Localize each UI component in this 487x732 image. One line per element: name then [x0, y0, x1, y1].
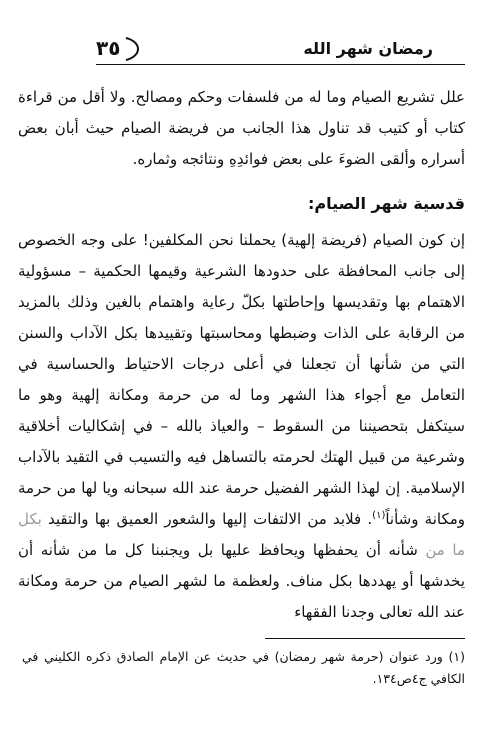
- section-heading: قدسية شهر الصيام:: [308, 194, 465, 213]
- footnote-1: (١) ورد عنوان (حرمة شهر رمضان) في حديث عن الإمام الصادق ذكره الكليني في الكافي ج٤ص١٣٤.: [22, 649, 465, 686]
- footnote-reference[interactable]: (١): [372, 510, 386, 521]
- intro-paragraph: [18, 82, 465, 175]
- page-number-bracket-icon: [122, 36, 148, 62]
- paragraph-text-3: شأنه أن يحفظها ويحافظ عليها بل ويجنبنا كل ما من شأنه أن يخدشها أو يهددها بكل مناف. ولعظمة ما لشهر الصيام من حرمة ومكانة عند الله تعالى وجدنا الفقهاء: [18, 541, 465, 621]
- footnote-rule: [265, 638, 465, 639]
- paragraph-text-1: إن كون الصيام (فريضة إلهية) يحملنا نحن المكلفين! على وجه الخصوص إلى جانب المحافظة على حدودها الشرعية وقيمها الحكمية – مسؤولية الاهتمام بها وتقديسها وإحاطتها بكلّ رعاية واهتمام بالغين وذلك بالمزيد من الرقابة على الذات وضبطها ومحاسبتها وتقييدها بكل الآداب والسنن التي من شأنها أن تجعلنا في أعلى درجات الاحتياط والحساسية في التعامل مع أجواء هذا الشهر وما له من حرمة ومكانة إلهية وهو ما سيتكفل بتحصيننا من السقوط – والعياذ بالله – في إشكاليات أخلاقية وشرعية من قبيل الهتك لحرمته بالتساهل فيه والتسيب في التقيد بالآداب الإسلامية. إن لهذا الشهر الفضيل حرمة عند الله سبحانه ويا لها من حرمة ومكانة وشأناً: [18, 231, 466, 528]
- section-paragraph: [18, 225, 465, 628]
- page-number: ٣٥: [96, 36, 121, 60]
- body-text: [18, 82, 465, 628]
- running-title: رمضان شهر الله: [303, 39, 433, 58]
- footnotes: [22, 646, 465, 690]
- intro-text: علل تشريع الصيام وما له من فلسفات وحكم ومصالح. ولا أقل من قراءة كتاب أو كتيب قد تناول هذا الجانب من فريضة الصيام حيث أبان بعض أسراره وألقى الضوءَ على بعض فوائدِهِ ونتائجه وثماره.: [18, 88, 465, 168]
- paragraph-text-2: . فلابد من الالتفات إليها والشعور العميق بها والتقيد: [41, 510, 373, 528]
- running-header: [96, 34, 465, 64]
- header-rule: [96, 64, 465, 65]
- paragraph-faint-text: بكل ما من: [18, 510, 465, 559]
